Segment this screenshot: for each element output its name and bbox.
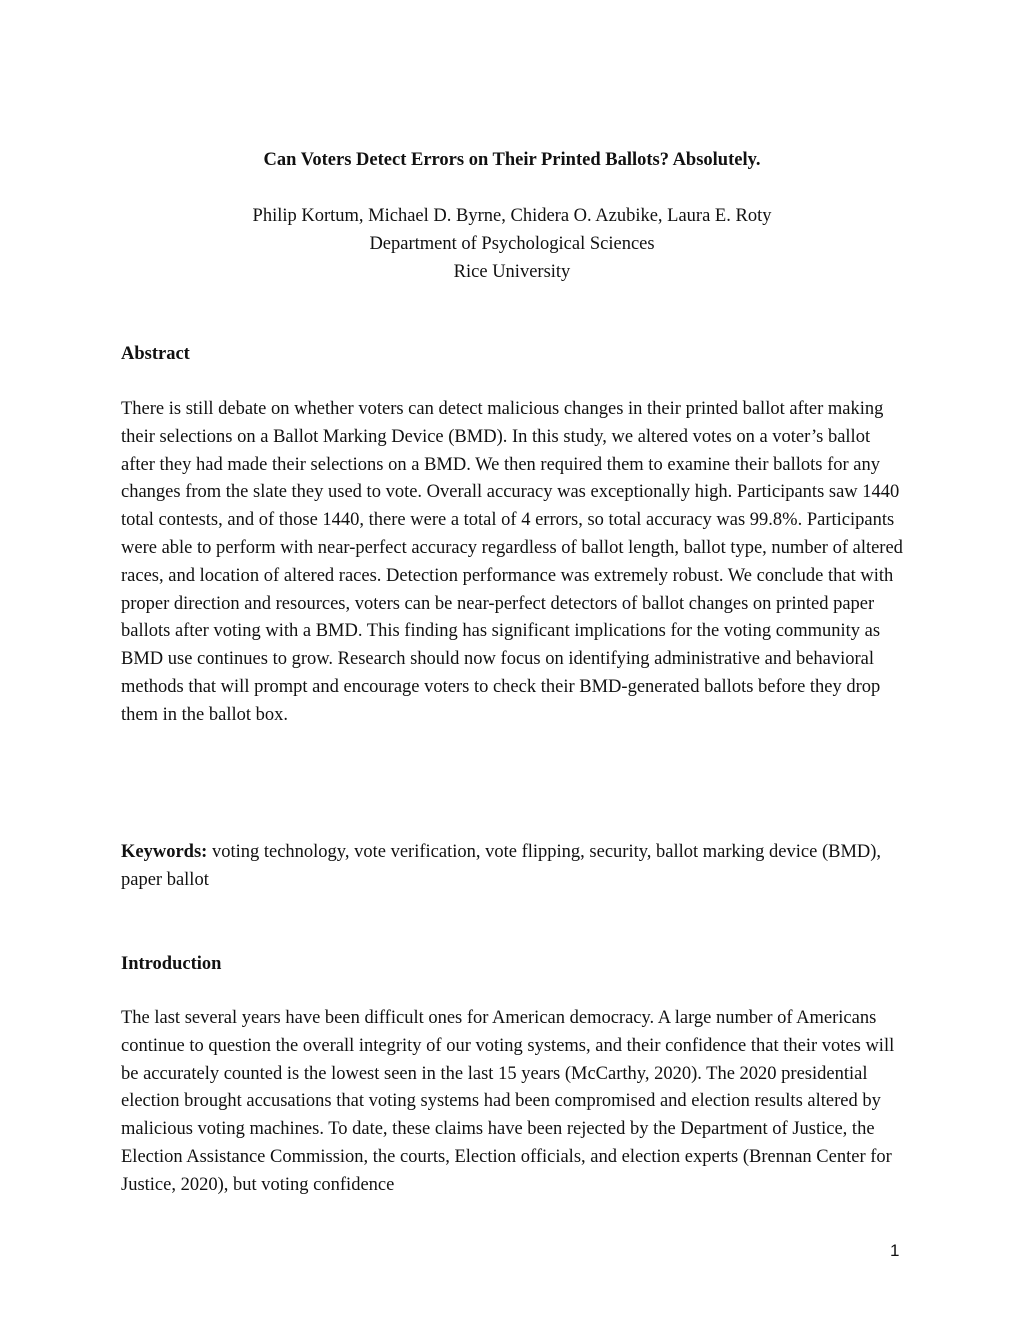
page-number: 1 (890, 1241, 900, 1260)
department: Department of Psychological Sciences (369, 234, 655, 254)
keywords-label: Keywords: (121, 842, 208, 862)
institution: Rice University (453, 262, 571, 282)
introduction-paragraph: The last several years have been difficult ones for American democracy. A large number of Americans continue to question the overall integrity of our voting systems, and their confidence that their votes will be accurately counted is the lowest seen in the last 15 years (McCarthy, 2020). The 2020 presidential election brought accusations that voting systems had been compromised and election results altered by malicious voting machines. To date, these claims have been rejected by the Department of Justice, the Election Assistance Commission, the courts, Election officials, and election experts (Brennan Center for Justice, 2020), but voting confidence (121, 1008, 895, 1195)
keywords-paragraph (121, 839, 907, 895)
keywords-list: voting technology, vote verification, vote flipping, security, ballot marking device (BMD), paper ballot (121, 842, 882, 890)
author-list: Philip Kortum, Michael D. Byrne, Chidera O. Azubike, Laura E. Roty (252, 206, 772, 226)
abstract-paragraph: There is still debate on whether voters can detect malicious changes in their printed ballot after making their selections on a Ballot Marking Device (BMD). In this study, we altered votes on a voter’s ballot after they had made their selections on a BMD. We then required them to examine their ballots for any changes from the slate they used to vote. Overall accuracy was exceptionally high. Participants saw 1440 total contests, and of those 1440, there were a total of 4 errors, so total accuracy was 99.8%. Participants were able to perform with near-perfect accuracy regardless of ballot length, ballot type, number of altered races, and location of altered races. Detection performance was extremely robust. We conclude that with proper direction and resources, voters can be near-perfect detectors of ballot changes on printed paper ballots after voting with a BMD. This finding has significant implications for the voting community as BMD use continues to grow. Research should now focus on identifying administrative and behavioral methods that will prompt and encourage voters to check their BMD-generated ballots before they drop them in the ballot box. (121, 399, 903, 725)
introduction-heading: Introduction (121, 954, 222, 974)
author-block (121, 202, 903, 286)
abstract-heading: Abstract (121, 344, 190, 364)
paper-title: Can Voters Detect Errors on Their Printed Ballots? Absolutely. (263, 150, 761, 170)
